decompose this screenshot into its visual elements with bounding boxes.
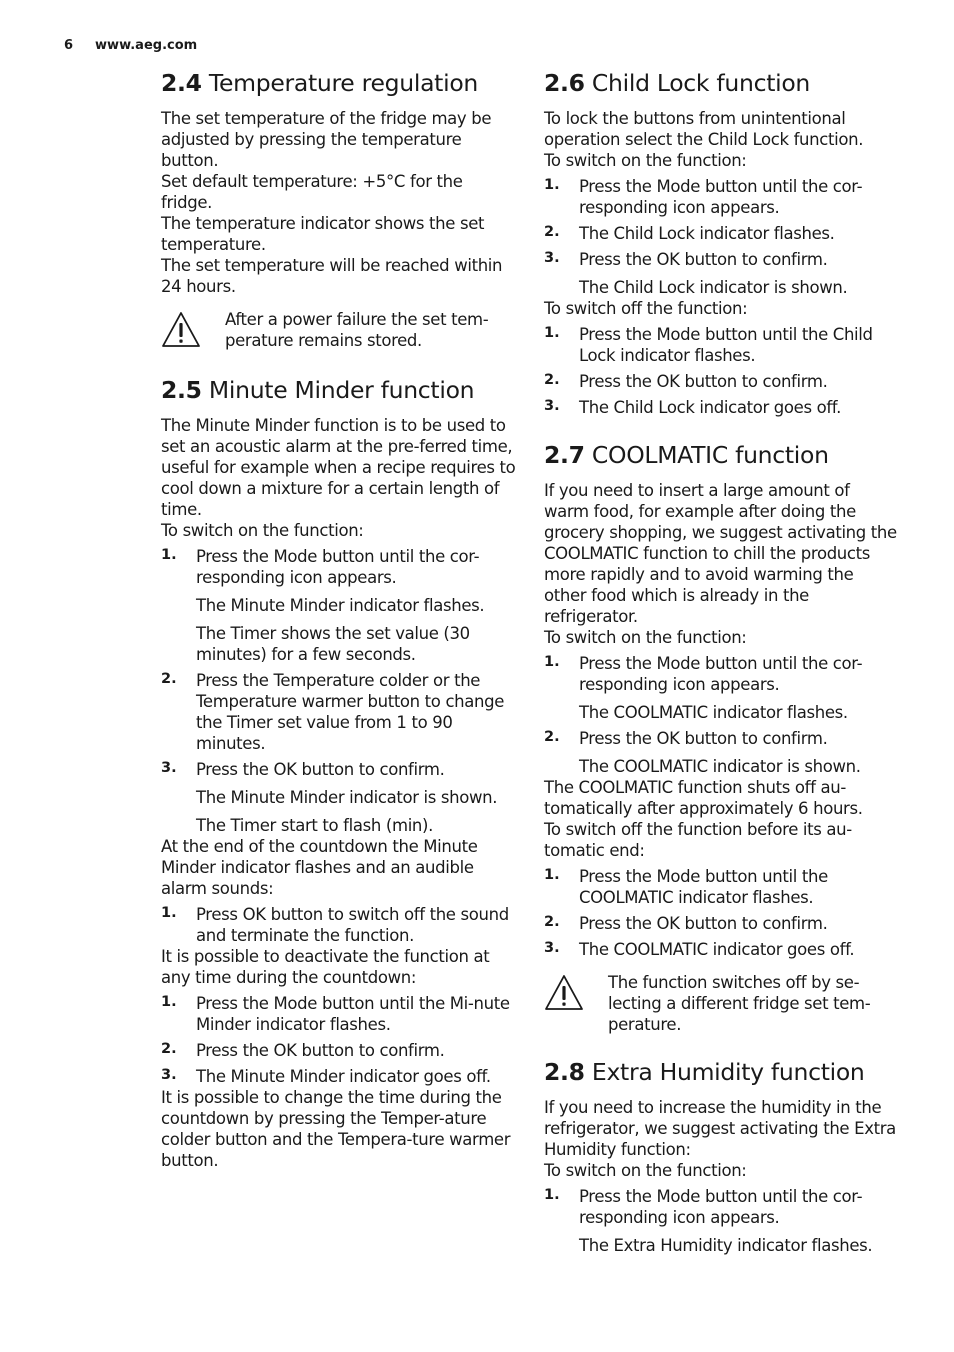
step-item [544, 324, 898, 366]
section-title: Temperature regulation [208, 69, 478, 97]
section-2-7 [544, 440, 898, 1035]
step-number: 2. [544, 914, 560, 930]
step-number: 1. [161, 547, 177, 563]
step-result: The Minute Minder indicator is shown. [196, 788, 498, 807]
paragraph: Set default temperature: +5°C for the fridge. [161, 172, 463, 212]
warning-text: After a power failure the set tem-perature remains stored. [225, 310, 489, 350]
section-2-4 [161, 68, 516, 353]
step-number: 3. [161, 1067, 177, 1083]
paragraph: At the end of the countdown the Minute Minder indicator flashes and an audible alarm sounds: [161, 837, 478, 898]
step-text: Press the OK button to confirm. [196, 760, 445, 779]
step-item [544, 223, 898, 244]
paragraph: To switch on the function: [161, 521, 364, 540]
step-list [161, 993, 516, 1087]
section-heading [161, 375, 516, 405]
step-text: The Minute Minder indicator goes off. [196, 1067, 491, 1086]
paragraph: The COOLMATIC function shuts off au-tomatically after approximately 6 hours. [544, 778, 863, 818]
website-url: www.aeg.com [95, 38, 198, 53]
paragraph: It is possible to deactivate the function at any time during the countdown: [161, 947, 490, 987]
step-number: 2. [544, 372, 560, 388]
step-number: 3. [544, 940, 560, 956]
step-list [161, 904, 516, 946]
step-number: 3. [161, 760, 177, 776]
step-text: Press the Mode button until the Mi-nute Minder indicator flashes. [196, 994, 510, 1034]
step-item [544, 371, 898, 392]
step-number: 2. [161, 671, 177, 687]
step-number: 1. [544, 654, 560, 670]
step-list [544, 324, 898, 418]
step-text: Press the Mode button until the cor-responding icon appears. [579, 1187, 863, 1227]
right-column [544, 68, 898, 1278]
section-title: Child Lock function [591, 69, 811, 97]
step-item [161, 546, 516, 665]
step-item [544, 728, 898, 777]
step-item [544, 176, 898, 218]
paragraph: To switch off the function: [544, 299, 748, 318]
step-item [544, 653, 898, 723]
section-number: 2.4 [161, 69, 202, 97]
step-number: 1. [544, 325, 560, 341]
section-number: 2.8 [544, 1058, 585, 1086]
section-2-8 [544, 1057, 898, 1256]
step-number: 2. [544, 224, 560, 240]
paragraph: To lock the buttons from unintentional operation select the Child Lock function. [544, 109, 864, 149]
step-item [544, 913, 898, 934]
step-result: The Child Lock indicator is shown. [579, 278, 848, 297]
step-number: 1. [544, 1187, 560, 1203]
paragraph: To switch on the function: [544, 628, 747, 647]
step-result: The Timer start to flash (min). [196, 816, 434, 835]
step-result: The Minute Minder indicator flashes. [196, 596, 485, 615]
step-text: The COOLMATIC indicator goes off. [579, 940, 855, 959]
section-title: Minute Minder function [208, 376, 475, 404]
paragraph: The temperature indicator shows the set temperature. [161, 214, 485, 254]
step-number: 1. [161, 994, 177, 1010]
step-result: The COOLMATIC indicator is shown. [579, 757, 861, 776]
section-heading [544, 68, 898, 98]
step-list [544, 653, 898, 777]
section-number: 2.5 [161, 376, 202, 404]
section-2-6 [544, 68, 898, 418]
step-text: Press the OK button to confirm. [579, 729, 828, 748]
paragraph: The Minute Minder function is to be used to set an acoustic alarm at the pre-ferred time, useful for example when a recipe requires to cool down a mixture for a certain length of time. [161, 416, 516, 519]
paragraph: To switch on the function: [544, 1161, 747, 1180]
step-item [161, 1066, 516, 1087]
step-text: Press the Mode button until the COOLMATIC indicator flashes. [579, 867, 828, 907]
step-number: 3. [544, 250, 560, 266]
step-item [161, 1040, 516, 1061]
step-text: Press the Temperature colder or the Temperature warmer button to change the Timer set value from 1 to 90 minutes. [196, 671, 505, 753]
section-number: 2.7 [544, 441, 585, 469]
step-text: Press the Mode button until the cor-responding icon appears. [196, 547, 480, 587]
page-number: 6 [64, 38, 74, 53]
paragraph: It is possible to change the time during the countdown by pressing the Temper-ature colder button and the Tempera-ture warmer button. [161, 1088, 511, 1170]
step-item [161, 759, 516, 836]
step-number: 2. [161, 1041, 177, 1057]
step-text: Press the Mode button until the cor-responding icon appears. [579, 654, 863, 694]
step-text: The Child Lock indicator flashes. [579, 224, 835, 243]
section-title: Extra Humidity function [591, 1058, 865, 1086]
step-item [544, 1186, 898, 1256]
step-result: The Timer shows the set value (30 minutes) for a few seconds. [196, 624, 470, 664]
step-number: 1. [544, 867, 560, 883]
step-item [544, 249, 898, 298]
step-number: 1. [161, 905, 177, 921]
section-heading [161, 68, 516, 98]
step-list [161, 546, 516, 836]
paragraph: To switch off the function before its au-tomatic end: [544, 820, 852, 860]
section-heading [544, 1057, 898, 1087]
step-text: Press the OK button to confirm. [196, 1041, 445, 1060]
step-list [544, 176, 898, 298]
step-number: 1. [544, 177, 560, 193]
step-number: 3. [544, 398, 560, 414]
step-item [161, 904, 516, 946]
step-item [544, 866, 898, 908]
section-2-5 [161, 375, 516, 1171]
warning-note [544, 972, 898, 1035]
step-text: Press OK button to switch off the sound and terminate the function. [196, 905, 509, 945]
left-column [161, 68, 516, 1193]
paragraph: To switch on the function: [544, 151, 747, 170]
warning-note [161, 309, 516, 353]
section-title: COOLMATIC function [591, 441, 829, 469]
step-item [161, 670, 516, 754]
step-text: The Child Lock indicator goes off. [579, 398, 841, 417]
paragraph: If you need to insert a large amount of warm food, for example after doing the grocery shopping, we suggest activating the COOLMATIC function to chill the products more rapidly and to avoid warming the other food which is already in the refrigerator. [544, 481, 897, 626]
step-text: Press the OK button to confirm. [579, 914, 828, 933]
step-number: 2. [544, 729, 560, 745]
step-item [161, 993, 516, 1035]
step-text: Press the OK button to confirm. [579, 250, 828, 269]
step-result: The Extra Humidity indicator flashes. [579, 1236, 873, 1255]
step-result: The COOLMATIC indicator flashes. [579, 703, 848, 722]
paragraph: The set temperature of the fridge may be adjusted by pressing the temperature button. [161, 109, 492, 170]
page-header [64, 38, 197, 53]
paragraph: The set temperature will be reached within 24 hours. [161, 256, 503, 296]
step-text: Press the OK button to confirm. [579, 372, 828, 391]
step-list [544, 866, 898, 960]
section-heading [544, 440, 898, 470]
step-text: Press the Mode button until the cor-responding icon appears. [579, 177, 863, 217]
paragraph: If you need to increase the humidity in the refrigerator, we suggest activating the Extra Humidity function: [544, 1098, 896, 1159]
step-list [544, 1186, 898, 1256]
step-item [544, 939, 898, 960]
section-number: 2.6 [544, 69, 585, 97]
step-text: Press the Mode button until the Child Lock indicator flashes. [579, 325, 873, 365]
step-item [544, 397, 898, 418]
warning-text: The function switches off by se-lecting a different fridge set tem-perature. [608, 973, 871, 1034]
